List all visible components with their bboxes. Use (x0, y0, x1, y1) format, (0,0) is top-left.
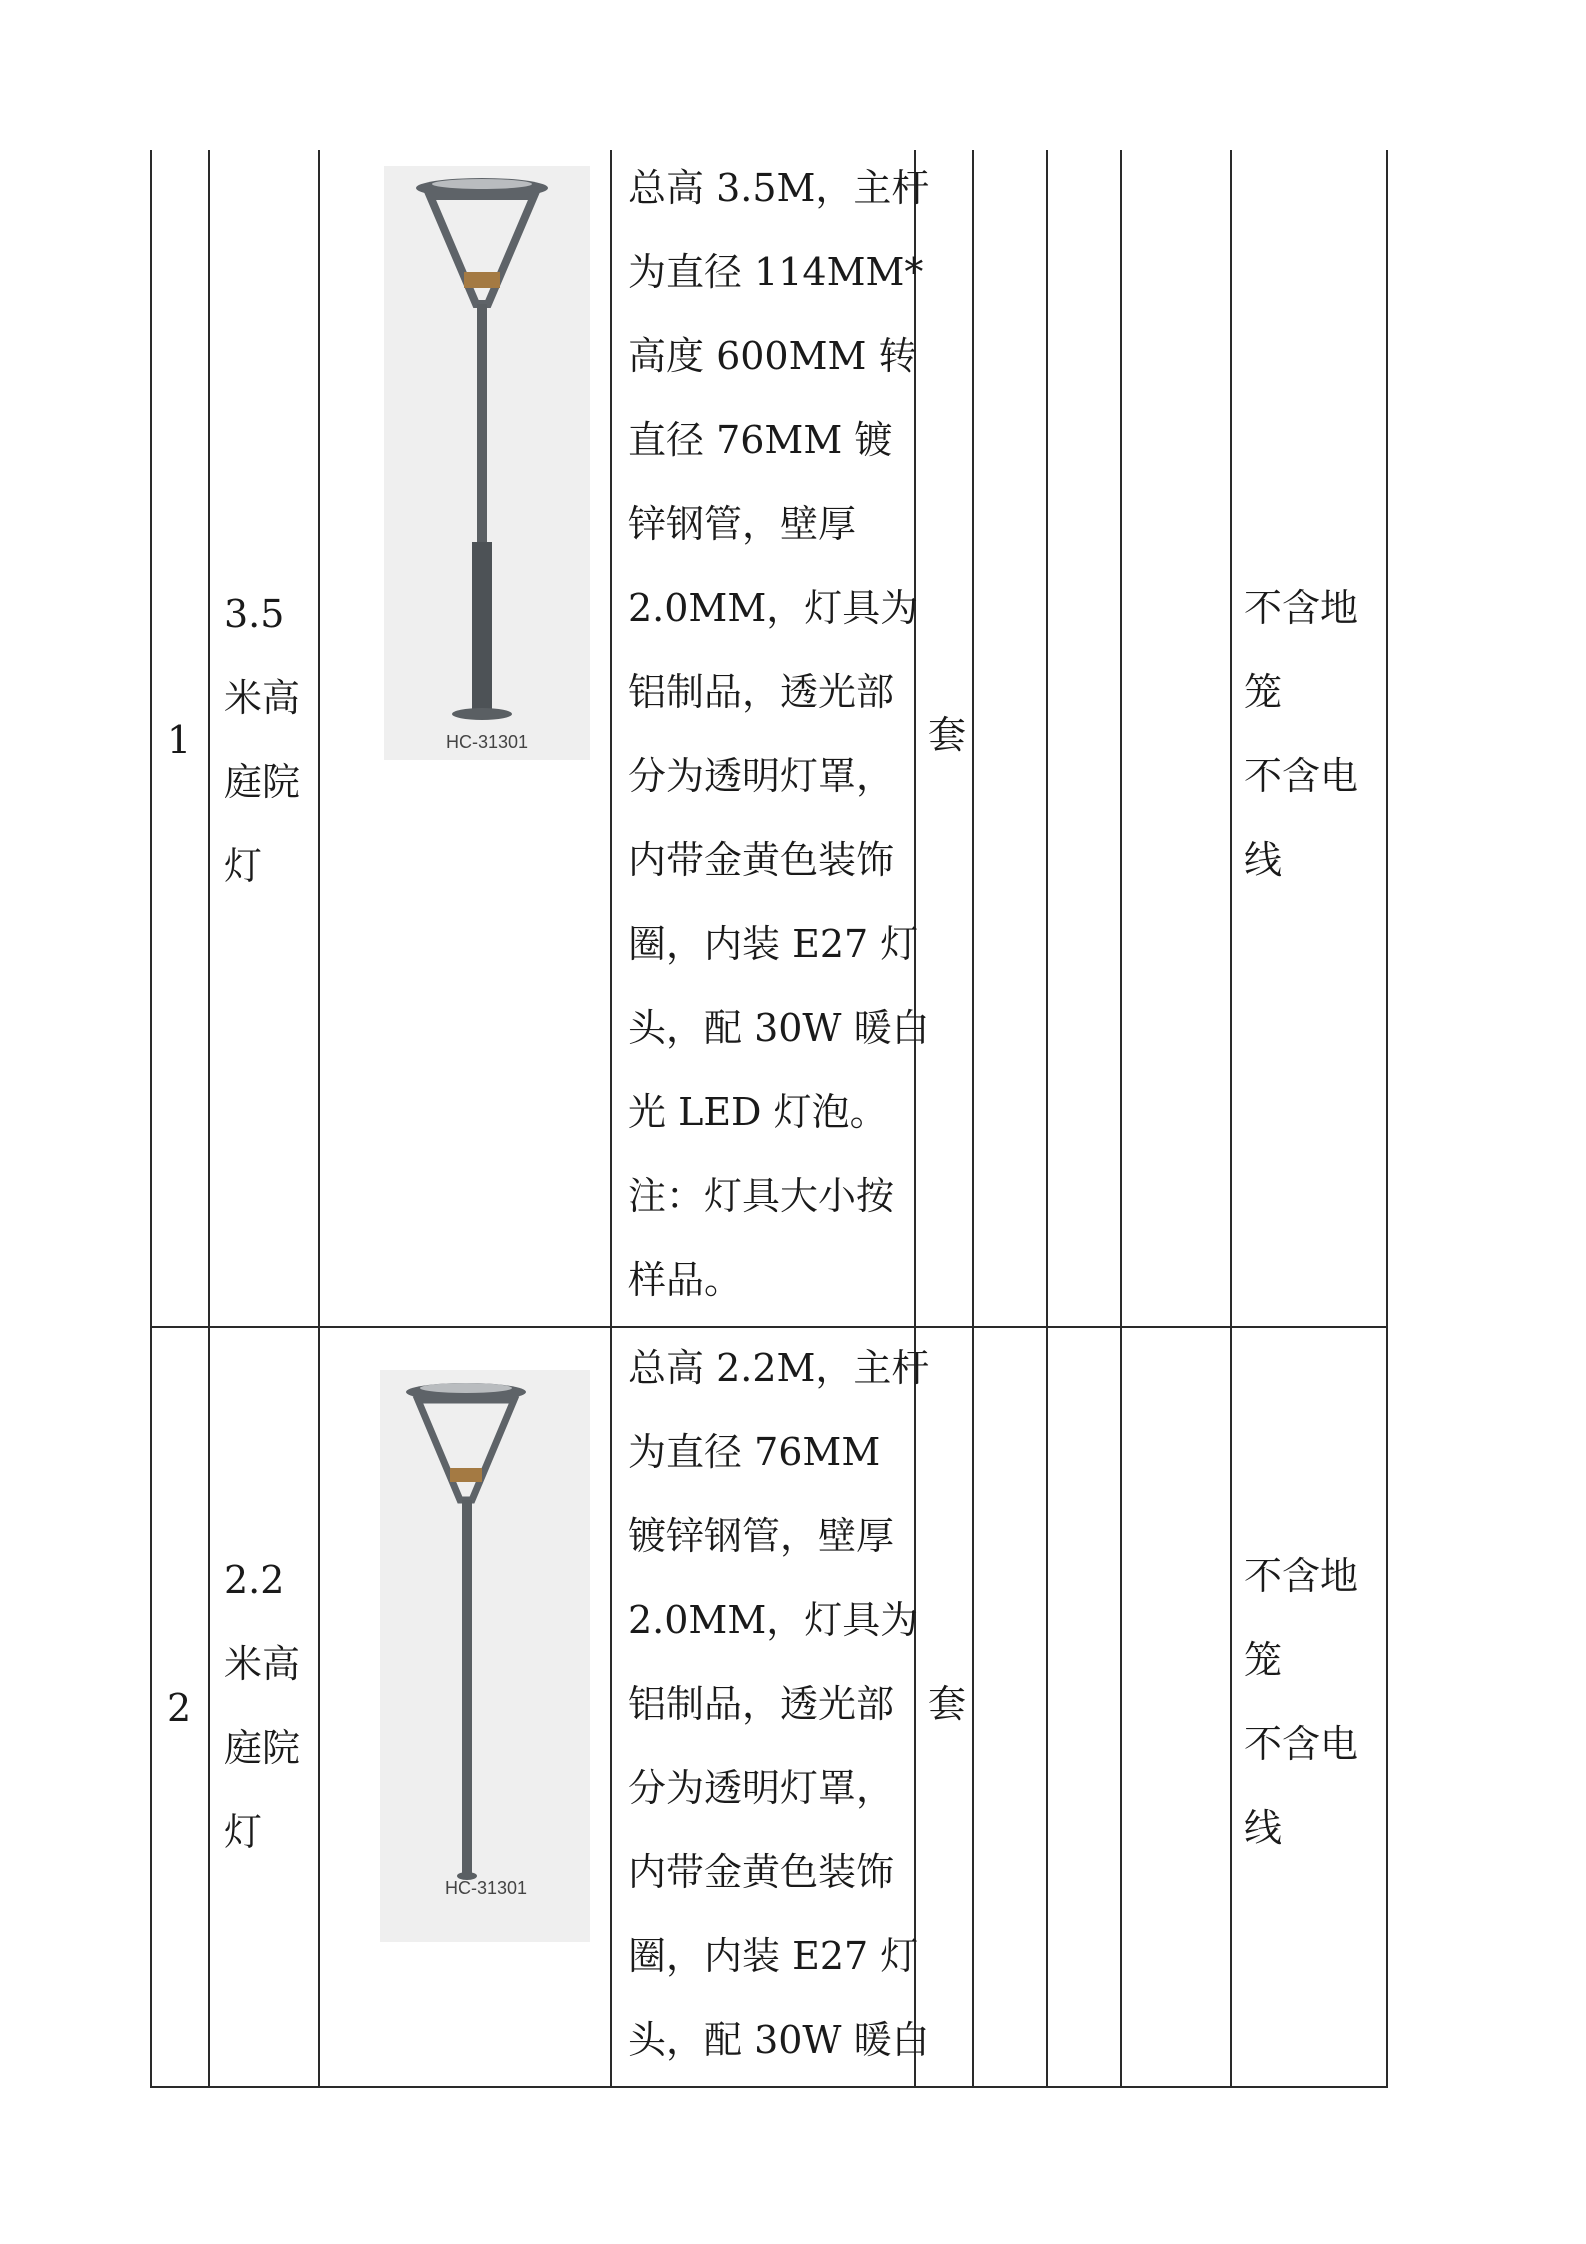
spec-line: 总高 2.2M，主杆 (628, 1346, 930, 1390)
spec-line: 样品。 (628, 1258, 743, 1302)
table-border-left (150, 150, 152, 2088)
spec-line: 光 LED 灯泡。 (628, 1090, 888, 1134)
spec-line: 高度 600MM 转 (628, 334, 917, 378)
spec-line: 圈，内装 E27 灯 (628, 922, 919, 966)
spec-line: 内带金黄色装饰 (628, 838, 895, 882)
spec-line: 圈，内装 E27 灯 (628, 1934, 919, 1978)
row-index: 1 (167, 718, 192, 762)
column-divider (208, 150, 210, 2088)
remark-line: 线 (1244, 1806, 1283, 1850)
column-divider (972, 150, 974, 2088)
item-name-line: 米高 (224, 676, 301, 720)
lamp-post-icon (380, 1370, 590, 1942)
column-divider (1120, 150, 1122, 2088)
spec-line: 2.0MM，灯具为 (628, 1598, 919, 1642)
remark-line: 笼 (1244, 1638, 1283, 1682)
spec-line: 直径 76MM 镀 (628, 418, 893, 462)
column-divider (610, 150, 612, 2088)
item-name-line: 庭院 (224, 760, 301, 804)
lamp-post-icon (384, 166, 590, 760)
item-name-line: 3.5 (224, 592, 285, 636)
column-divider (1230, 150, 1232, 2088)
spec-line: 为直径 114MM* (628, 250, 924, 294)
table-border-right (1386, 150, 1388, 2088)
spec-line: 铝制品，透光部 (628, 1682, 895, 1726)
spec-line: 镀锌钢管，壁厚 (628, 1514, 895, 1558)
column-divider (1046, 150, 1048, 2088)
lamp-model-label: HC-31301 (444, 1878, 528, 1898)
remark-line: 笼 (1244, 670, 1283, 714)
column-divider (318, 150, 320, 2088)
remark-line: 不含地 (1244, 586, 1359, 630)
spec-line: 为直径 76MM (628, 1430, 881, 1474)
column-divider (914, 150, 916, 2088)
spec-line: 总高 3.5M，主杆 (628, 166, 930, 210)
row-index: 2 (167, 1686, 192, 1730)
spec-line: 头，配 30W 暖白 (628, 2018, 930, 2062)
lamp-photo (384, 166, 590, 760)
item-name-line: 庭院 (224, 1726, 301, 1770)
item-name-line: 2.2 (224, 1558, 285, 1602)
unit-label: 套 (928, 1682, 967, 1726)
item-name-line: 灯 (224, 844, 263, 888)
spec-line: 头，配 30W 暖白 (628, 1006, 930, 1050)
item-name-line: 灯 (224, 1810, 263, 1854)
remark-line: 不含电 (1244, 754, 1359, 798)
lamp-photo (380, 1370, 590, 1942)
item-name-line: 米高 (224, 1642, 301, 1686)
table-border-bottom (150, 2086, 1388, 2088)
spec-line: 铝制品，透光部 (628, 670, 895, 714)
spec-line: 锌钢管，壁厚 (628, 502, 857, 546)
spec-line: 2.0MM，灯具为 (628, 586, 919, 630)
remark-line: 不含电 (1244, 1722, 1359, 1766)
spec-line: 注：灯具大小按 (628, 1174, 895, 1218)
lamp-model-label: HC-31301 (445, 732, 529, 752)
remark-line: 不含地 (1244, 1554, 1359, 1598)
spec-line: 分为透明灯罩， (628, 1766, 895, 1810)
unit-label: 套 (928, 713, 967, 757)
remark-line: 线 (1244, 838, 1283, 882)
spec-line: 内带金黄色装饰 (628, 1850, 895, 1894)
spec-line: 分为透明灯罩， (628, 754, 895, 798)
